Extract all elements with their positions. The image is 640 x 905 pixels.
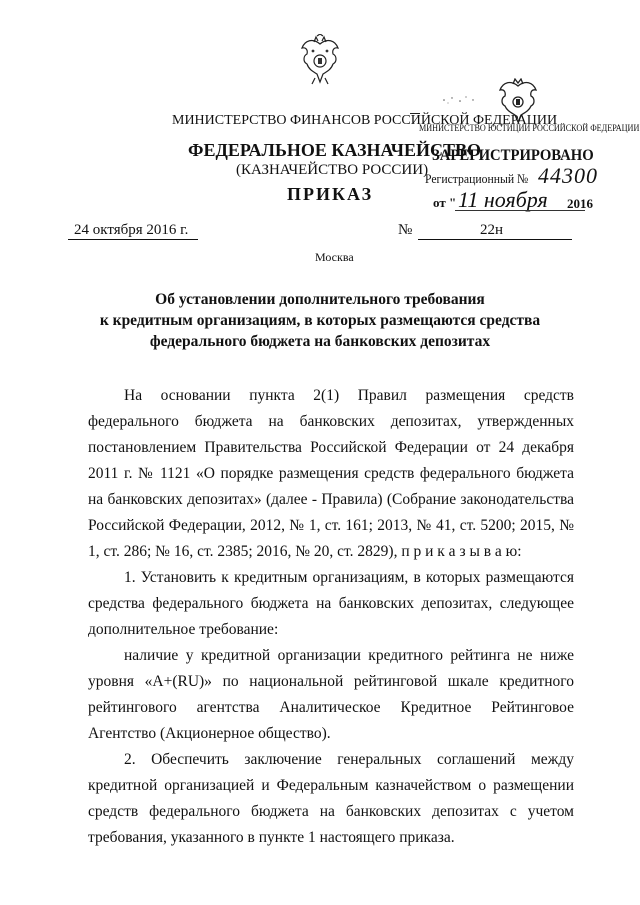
document-body — [88, 383, 574, 851]
title-line: к кредитным организациям, в которых размещаются средства — [99, 312, 541, 329]
ministry-name: МИНИСТЕРСТВО ФИНАНСОВ РОССИЙСКОЙ ФЕДЕРАЦИИ — [172, 113, 558, 128]
body-paragraph-item-2: 2. Обеспечить заключение генеральных соглашений между кредитной организацией и Федеральным казначейством о размещении средств федерального бюджета на банковских депозитах с учетом требования, указанного в пункте 1 настоящего приказа. — [88, 751, 574, 846]
document-number-label: № — [398, 222, 413, 238]
agency-name: ФЕДЕРАЛЬНОЕ КАЗНАЧЕЙСТВО — [188, 140, 481, 160]
stamp-speckles — [440, 92, 480, 106]
document-date: 24 октября 2016 г. — [74, 222, 189, 238]
document-city: Москва — [315, 250, 354, 264]
stamp-date-label: от " — [433, 195, 457, 210]
coat-of-arms-icon — [297, 34, 343, 88]
document-number: 22н — [480, 222, 504, 238]
stamp-year: 2016 — [567, 196, 593, 211]
stamp-registration-number: 44300 — [538, 163, 598, 188]
stamp-registration-label: Регистрационный № — [425, 171, 529, 186]
title-line: федерального бюджета на банковских депозитах — [149, 333, 491, 350]
stamp-divider — [410, 113, 420, 114]
document-type: ПРИКАЗ — [287, 184, 374, 204]
agency-short-name: (КАЗНАЧЕЙСТВО РОССИИ) — [236, 162, 429, 178]
stamp-date-underline — [455, 210, 585, 211]
document-number-underline — [418, 239, 572, 240]
document-date-underline — [68, 239, 198, 240]
body-paragraph-item-1: 1. Установить к кредитным организациям, в которых размещаются средства федерального бюджета на банковских депозитах, следующее дополнительное требование: — [88, 569, 574, 638]
document-title — [60, 289, 580, 352]
body-paragraph-basis: На основании пункта 2(1) Правил размещения средств федерального бюджета на банковских депозитах, утвержденных постановлением Правительства Российской Федерации от 24 декабря 2011 г. № 1121 «О порядке размещения средств федерального бюджета на банковских депозитах» (далее - Правила) (Собрание законодательства Российской Федерации, 2012, № 1, ст. 161; 2013, № 41, ст. 5200; 2015, № 1, ст. 286; № 16, ст. 2385; 2016, № 20, ст. 2829), п р и к а з ы в а ю: — [88, 387, 574, 560]
stamp-ministry: МИНИСТЕРСТВО ЮСТИЦИИ РОССИЙСКОЙ ФЕДЕРАЦИИ — [419, 124, 640, 134]
body-paragraph-requirement: наличие у кредитной организации кредитного рейтинга не ниже уровня «A+(RU)» по национальной рейтинговой шкале кредитного рейтингового агентства Аналитическое Кредитное Рейтинговое Агентство (Акционерное общество). — [88, 647, 574, 742]
stamp-registered: ЗАРЕГИСТРИРОВАНО — [432, 147, 594, 164]
stamp-handwritten-date: 11 ноября — [458, 187, 548, 212]
title-line: Об установлении дополнительного требования — [155, 291, 485, 308]
